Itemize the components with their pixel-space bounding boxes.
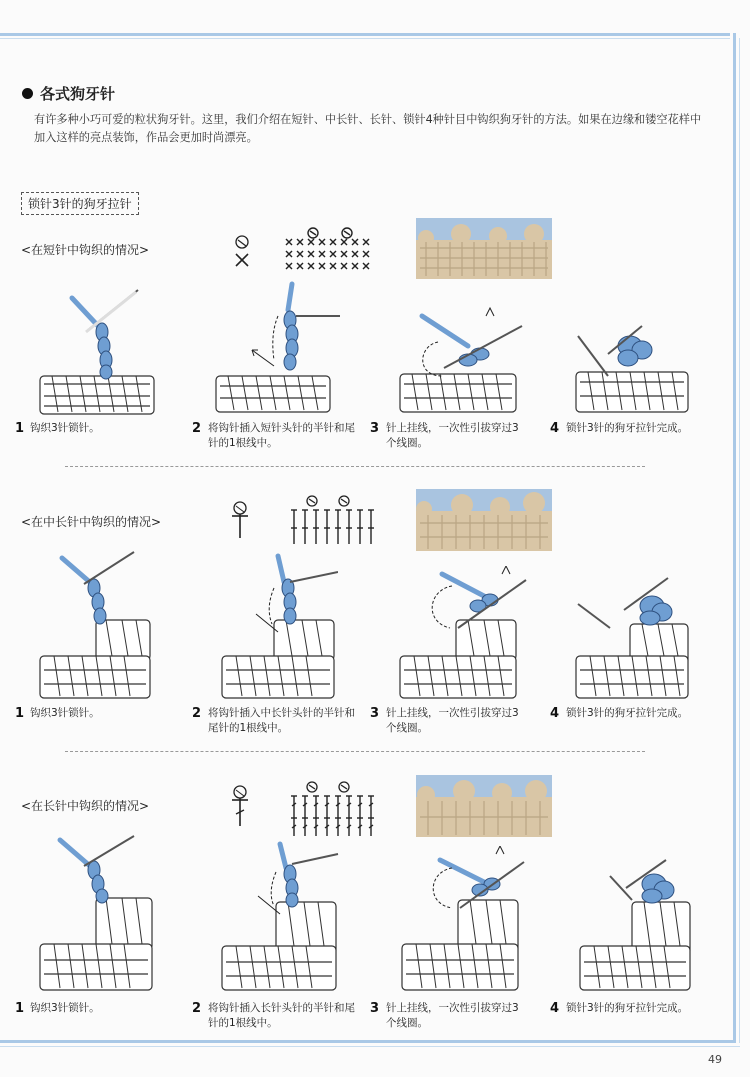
step-caption: 针上挂线，一次性引拔穿过3个线圈。 — [386, 1002, 519, 1029]
step-caption: 将钩针插入长针头针的半针和尾针的1根线中。 — [208, 1002, 355, 1029]
technique-subtitle: 锁针3针的狗牙拉针 — [21, 192, 139, 215]
step1-figure-dc — [36, 832, 156, 992]
step-caption: 将钩针插入短针头针的半针和尾针的1根线中。 — [208, 422, 355, 449]
page-frame-bottom — [0, 1040, 736, 1043]
step1-figure-hdc — [36, 550, 154, 700]
step-number: 1 — [15, 1001, 25, 1016]
intro-paragraph: 有许多种小巧可爱的粒状狗牙针。这里，我们介绍在短针、中长针、长针、锁针4种针目中钩织狗牙针的方法。如果在边缘和镂空花样中加入这样的亮点装饰，作品会更加时尚漂亮。 — [34, 113, 702, 144]
chart-sc-picot — [285, 226, 380, 274]
symbol-picot-hdc — [230, 500, 252, 540]
step3-figure-hdc — [398, 566, 528, 700]
symbol-picot-dc — [230, 784, 252, 828]
page-frame-bottom-inner — [0, 1046, 740, 1047]
step-caption: 针上挂线，一次性引拔穿过3个线圈。 — [386, 707, 519, 734]
step1-figure-sc — [38, 288, 156, 416]
page-number: 49 — [708, 1053, 722, 1066]
section-label-hdc: <在中长针中钩织的情况> — [21, 515, 162, 529]
photo-hdc-picot-sample — [416, 489, 552, 551]
step-caption: 将钩针插入中长针头针的半针和尾针的1根线中。 — [208, 707, 355, 734]
page-frame-right-inner — [739, 38, 740, 1043]
section-divider — [65, 466, 645, 467]
step4-figure-sc — [572, 306, 692, 416]
page-frame-top — [0, 33, 730, 36]
section-divider — [65, 751, 645, 752]
page-title: 各式狗牙针 — [40, 85, 116, 103]
step-number: 3 — [370, 1001, 380, 1016]
step-caption: 钩织3针锁针。 — [30, 707, 100, 719]
step-caption: 针上挂线，一次性引拔穿过3个线圈。 — [386, 422, 519, 449]
step-number: 2 — [192, 421, 202, 436]
chart-hdc-picot — [290, 494, 380, 546]
step4-figure-hdc — [574, 572, 692, 700]
step-number: 4 — [550, 706, 560, 721]
photo-sc-picot-sample — [416, 218, 552, 279]
bullet-icon — [22, 88, 33, 99]
step2-figure-dc — [220, 840, 340, 992]
section-label-dc: <在长针中钩织的情况> — [21, 799, 150, 813]
step-caption: 钩织3针锁针。 — [30, 1002, 100, 1014]
section-label-sc: <在短针中钩织的情况> — [21, 243, 150, 257]
chart-dc-picot — [290, 780, 380, 838]
step-caption: 锁针3针的狗牙拉针完成。 — [566, 707, 689, 719]
photo-dc-picot-sample — [416, 775, 552, 837]
step-number: 3 — [370, 706, 380, 721]
step3-figure-sc — [398, 306, 526, 416]
step3-figure-dc — [400, 846, 528, 992]
step2-figure-hdc — [220, 552, 338, 700]
step2-figure-sc — [212, 280, 340, 415]
step-number: 1 — [15, 706, 25, 721]
page-frame-top-inner — [0, 38, 730, 39]
step-caption: 锁针3针的狗牙拉针完成。 — [566, 1002, 689, 1014]
step-number: 2 — [192, 706, 202, 721]
step-number: 1 — [15, 421, 25, 436]
step4-figure-dc — [578, 858, 694, 992]
step-number: 4 — [550, 1001, 560, 1016]
page-frame-right — [733, 33, 736, 1043]
step-number: 4 — [550, 421, 560, 436]
step-caption: 锁针3针的狗牙拉针完成。 — [566, 422, 689, 434]
symbol-picot-single — [230, 232, 254, 268]
step-number: 2 — [192, 1001, 202, 1016]
step-number: 3 — [370, 421, 380, 436]
step-caption: 钩织3针锁针。 — [30, 422, 100, 434]
